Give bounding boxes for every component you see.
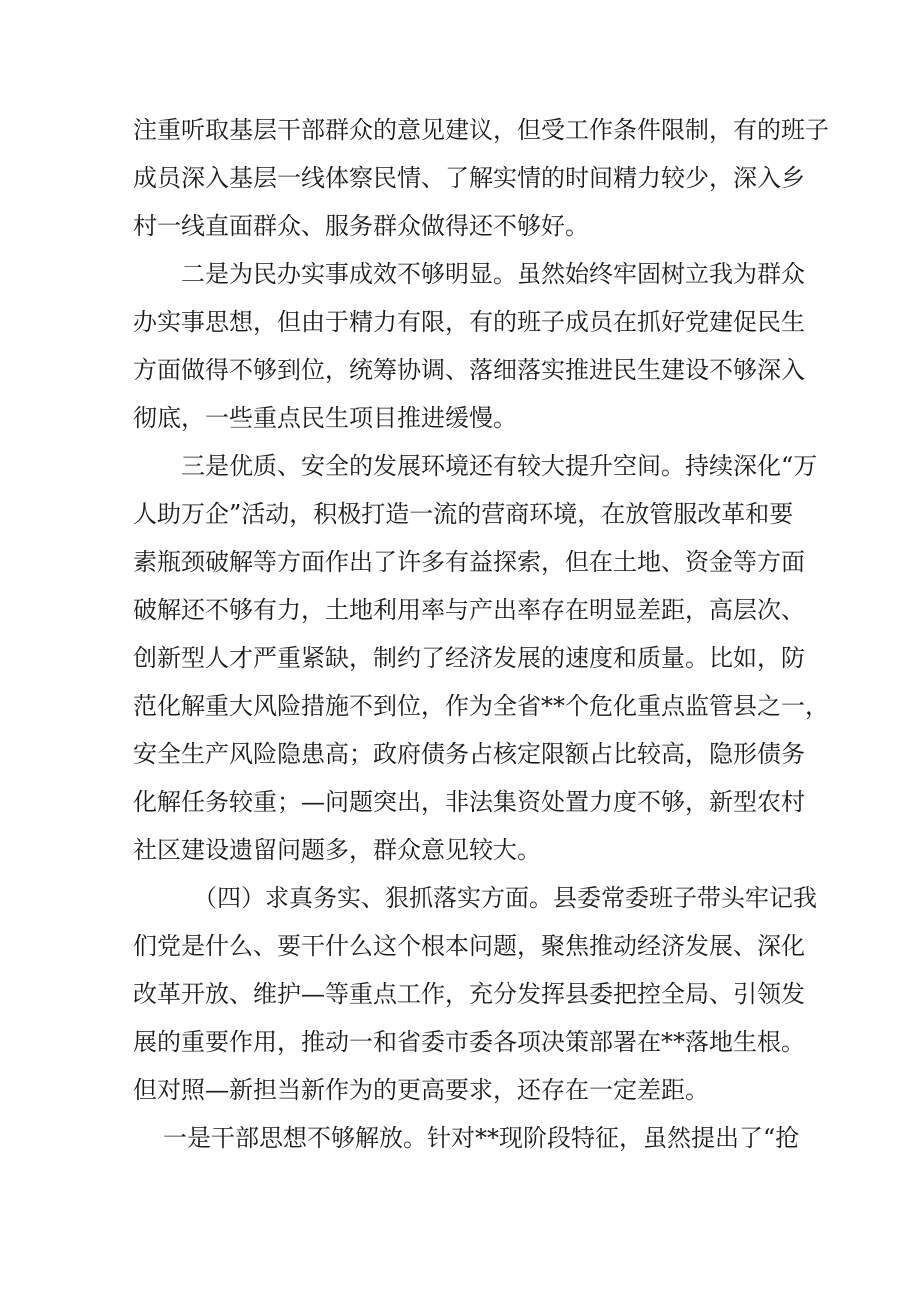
paragraph-5 [133, 1114, 800, 1162]
text-line: 创新型人才严重紧缺，制约了经济发展的速度和质量。比如，防 [133, 644, 805, 672]
text-line: 办实事思想，但由于精力有限，有的班子成员在抓好党建促民生 [133, 308, 805, 336]
text-line: 社区建设遗留问题多，群众意见较大。 [133, 836, 541, 864]
text-line: 方面做得不够到位，统筹协调、落细落实推进民生建设不够深入 [133, 356, 805, 384]
text-line: 注重听取基层干部群众的意见建议，但受工作条件限制，有的班子 [133, 116, 829, 144]
text-line: 展的重要作用，推动一和省委市委各项决策部署在**落地生根。 [133, 1028, 805, 1056]
text-line: 破解还不够有力，土地利用率与产出率存在明显差距，高层次、 [133, 596, 805, 624]
paragraph-1 [133, 106, 829, 250]
text-line: 们党是什么、要干什么这个根本问题，聚焦推动经济发展、深化 [133, 932, 805, 960]
text-line: 三是优质、安全的发展环境还有较大提升空间。持续深化“万 [181, 452, 818, 480]
text-line: 素瓶颈破解等方面作出了许多有益探索，但在土地、资金等方面 [133, 548, 805, 576]
paragraph-4 [133, 874, 817, 1114]
text-line: 范化解重大风险措施不到位，作为全省**个危化重点监管县之一， [133, 692, 829, 720]
text-line: 人助万企”活动，积极打造一流的营商环境，在放管服改革和要 [133, 500, 794, 528]
text-line: 彻底，一些重点民生项目推进缓慢。 [133, 404, 517, 432]
paragraph-2 [133, 250, 805, 442]
paragraph-3 [133, 442, 829, 874]
document-body [133, 106, 829, 1162]
text-line: 一是干部思想不够解放。针对**现阶段特征，虽然提出了“抢 [163, 1124, 800, 1152]
text-line: 成员深入基层一线体察民情、了解实情的时间精力较少，深入乡 [133, 164, 805, 192]
text-line: （四）求真务实、狠抓落实方面。县委常委班子带头牢记我 [193, 884, 817, 912]
text-line: 改革开放、维护—等重点工作，充分发挥县委把控全局、引领发 [133, 980, 805, 1008]
text-line: 但对照—新担当新作为的更高要求，还存在一定差距。 [133, 1076, 709, 1104]
text-line: 村一线直面群众、服务群众做得还不够好。 [133, 212, 589, 240]
text-line: 安全生产风险隐患高；政府债务占核定限额占比较高，隐形债务 [133, 740, 805, 768]
text-line: 化解任务较重；—问题突出，非法集资处置力度不够，新型农村 [133, 788, 805, 816]
text-line: 二是为民办实事成效不够明显。虽然始终牢固树立我为群众 [181, 260, 805, 288]
